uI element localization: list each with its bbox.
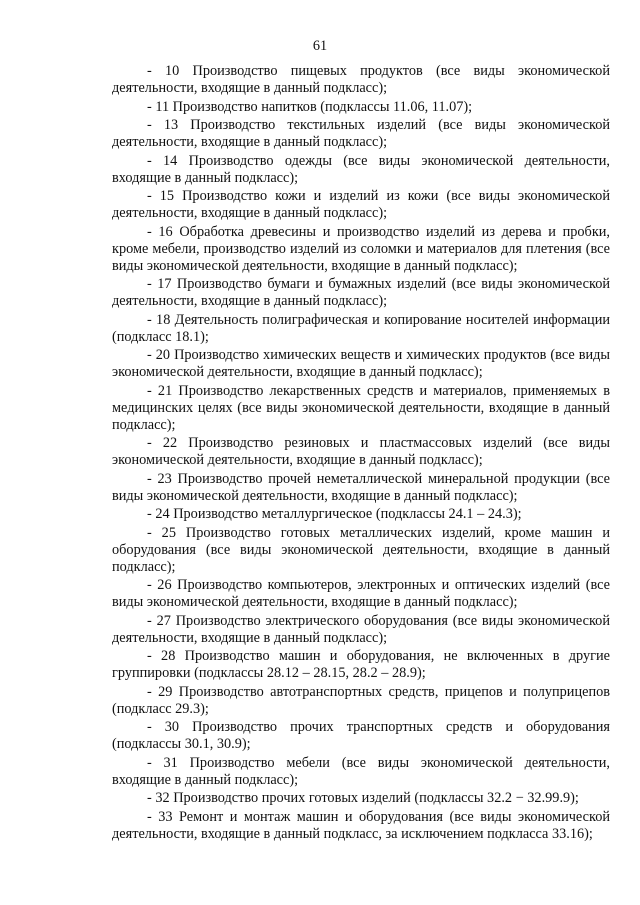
list-item: - 21 Производство лекарственных средств и материалов, применяемых в медицинских целях (все виды экономической деятельности, входящие в данный подкласс); bbox=[112, 382, 610, 433]
list-item: - 20 Производство химических веществ и химических продуктов (все виды экономической деятельности, входящие в данный подкласс); bbox=[112, 347, 610, 380]
list-item: - 16 Обработка древесины и производство изделий из дерева и пробки, кроме мебели, производство изделий из соломки и материалов для плетения (все виды экономической деятельности, входящие в данный подкласс); bbox=[112, 223, 610, 274]
list-item: - 13 Производство текстильных изделий (все виды экономической деятельности, входящие в данный подкласс); bbox=[112, 117, 610, 150]
list-item: - 25 Производство готовых металлических изделий, кроме машин и оборудования (все виды экономической деятельности, входящие в данный подкласс); bbox=[112, 524, 610, 575]
list-item: - 28 Производство машин и оборудования, не включенных в другие группировки (подклассы 28.12 – 28.15, 28.2 – 28.9); bbox=[112, 648, 610, 681]
list-item: - 29 Производство автотранспортных средств, прицепов и полуприцепов (подкласс 29.3); bbox=[112, 683, 610, 717]
list-item: - 15 Производство кожи и изделий из кожи (все виды экономической деятельности, входящие в данный подкласс); bbox=[112, 188, 610, 221]
list-item: - 32 Производство прочих готовых изделий (подклассы 32.2 − 32.99.9); bbox=[147, 790, 579, 806]
list-item: - 26 Производство компьютеров, электронных и оптических изделий (все виды экономической деятельности, входящие в данный подкласс); bbox=[112, 577, 610, 610]
list-item: - 30 Производство прочих транспортных средств и оборудования (подклассы 30.1, 30.9); bbox=[112, 719, 610, 752]
list-item: - 24 Производство металлургическое (подклассы 24.1 – 24.3); bbox=[147, 506, 522, 522]
page-number: 61 bbox=[312, 38, 328, 54]
list-item: - 22 Производство резиновых и пластмассовых изделий (все виды экономической деятельности, входящие в данный подкласс); bbox=[112, 435, 610, 468]
list-item: - 17 Производство бумаги и бумажных изделий (все виды экономической деятельности, входящие в данный подкласс); bbox=[112, 276, 610, 309]
list-item: - 18 Деятельность полиграфическая и копирование носителей информации (подкласс 18.1); bbox=[112, 311, 610, 345]
list-item: - 33 Ремонт и монтаж машин и оборудования (все виды экономической деятельности, входящие в данный подкласс, за исключением подкласса 33.16); bbox=[112, 808, 610, 842]
list-item: - 31 Производство мебели (все виды экономической деятельности, входящие в данный подкласс); bbox=[112, 754, 610, 788]
list-item: - 11 Производство напитков (подклассы 11.06, 11.07); bbox=[147, 98, 473, 115]
list-item: - 14 Производство одежды (все виды экономической деятельности, входящие в данный подкласс); bbox=[112, 152, 610, 186]
list-item: - 10 Производство пищевых продуктов (все виды экономической деятельности, входящие в данный подкласс); bbox=[112, 63, 610, 96]
list-item: - 27 Производство электрического оборудования (все виды экономической деятельности, входящие в данный подкласс); bbox=[112, 612, 610, 646]
list-item: - 23 Производство прочей неметаллической минеральной продукции (все виды экономической деятельности, входящие в данный подкласс); bbox=[112, 470, 610, 504]
activity-list bbox=[112, 63, 610, 844]
